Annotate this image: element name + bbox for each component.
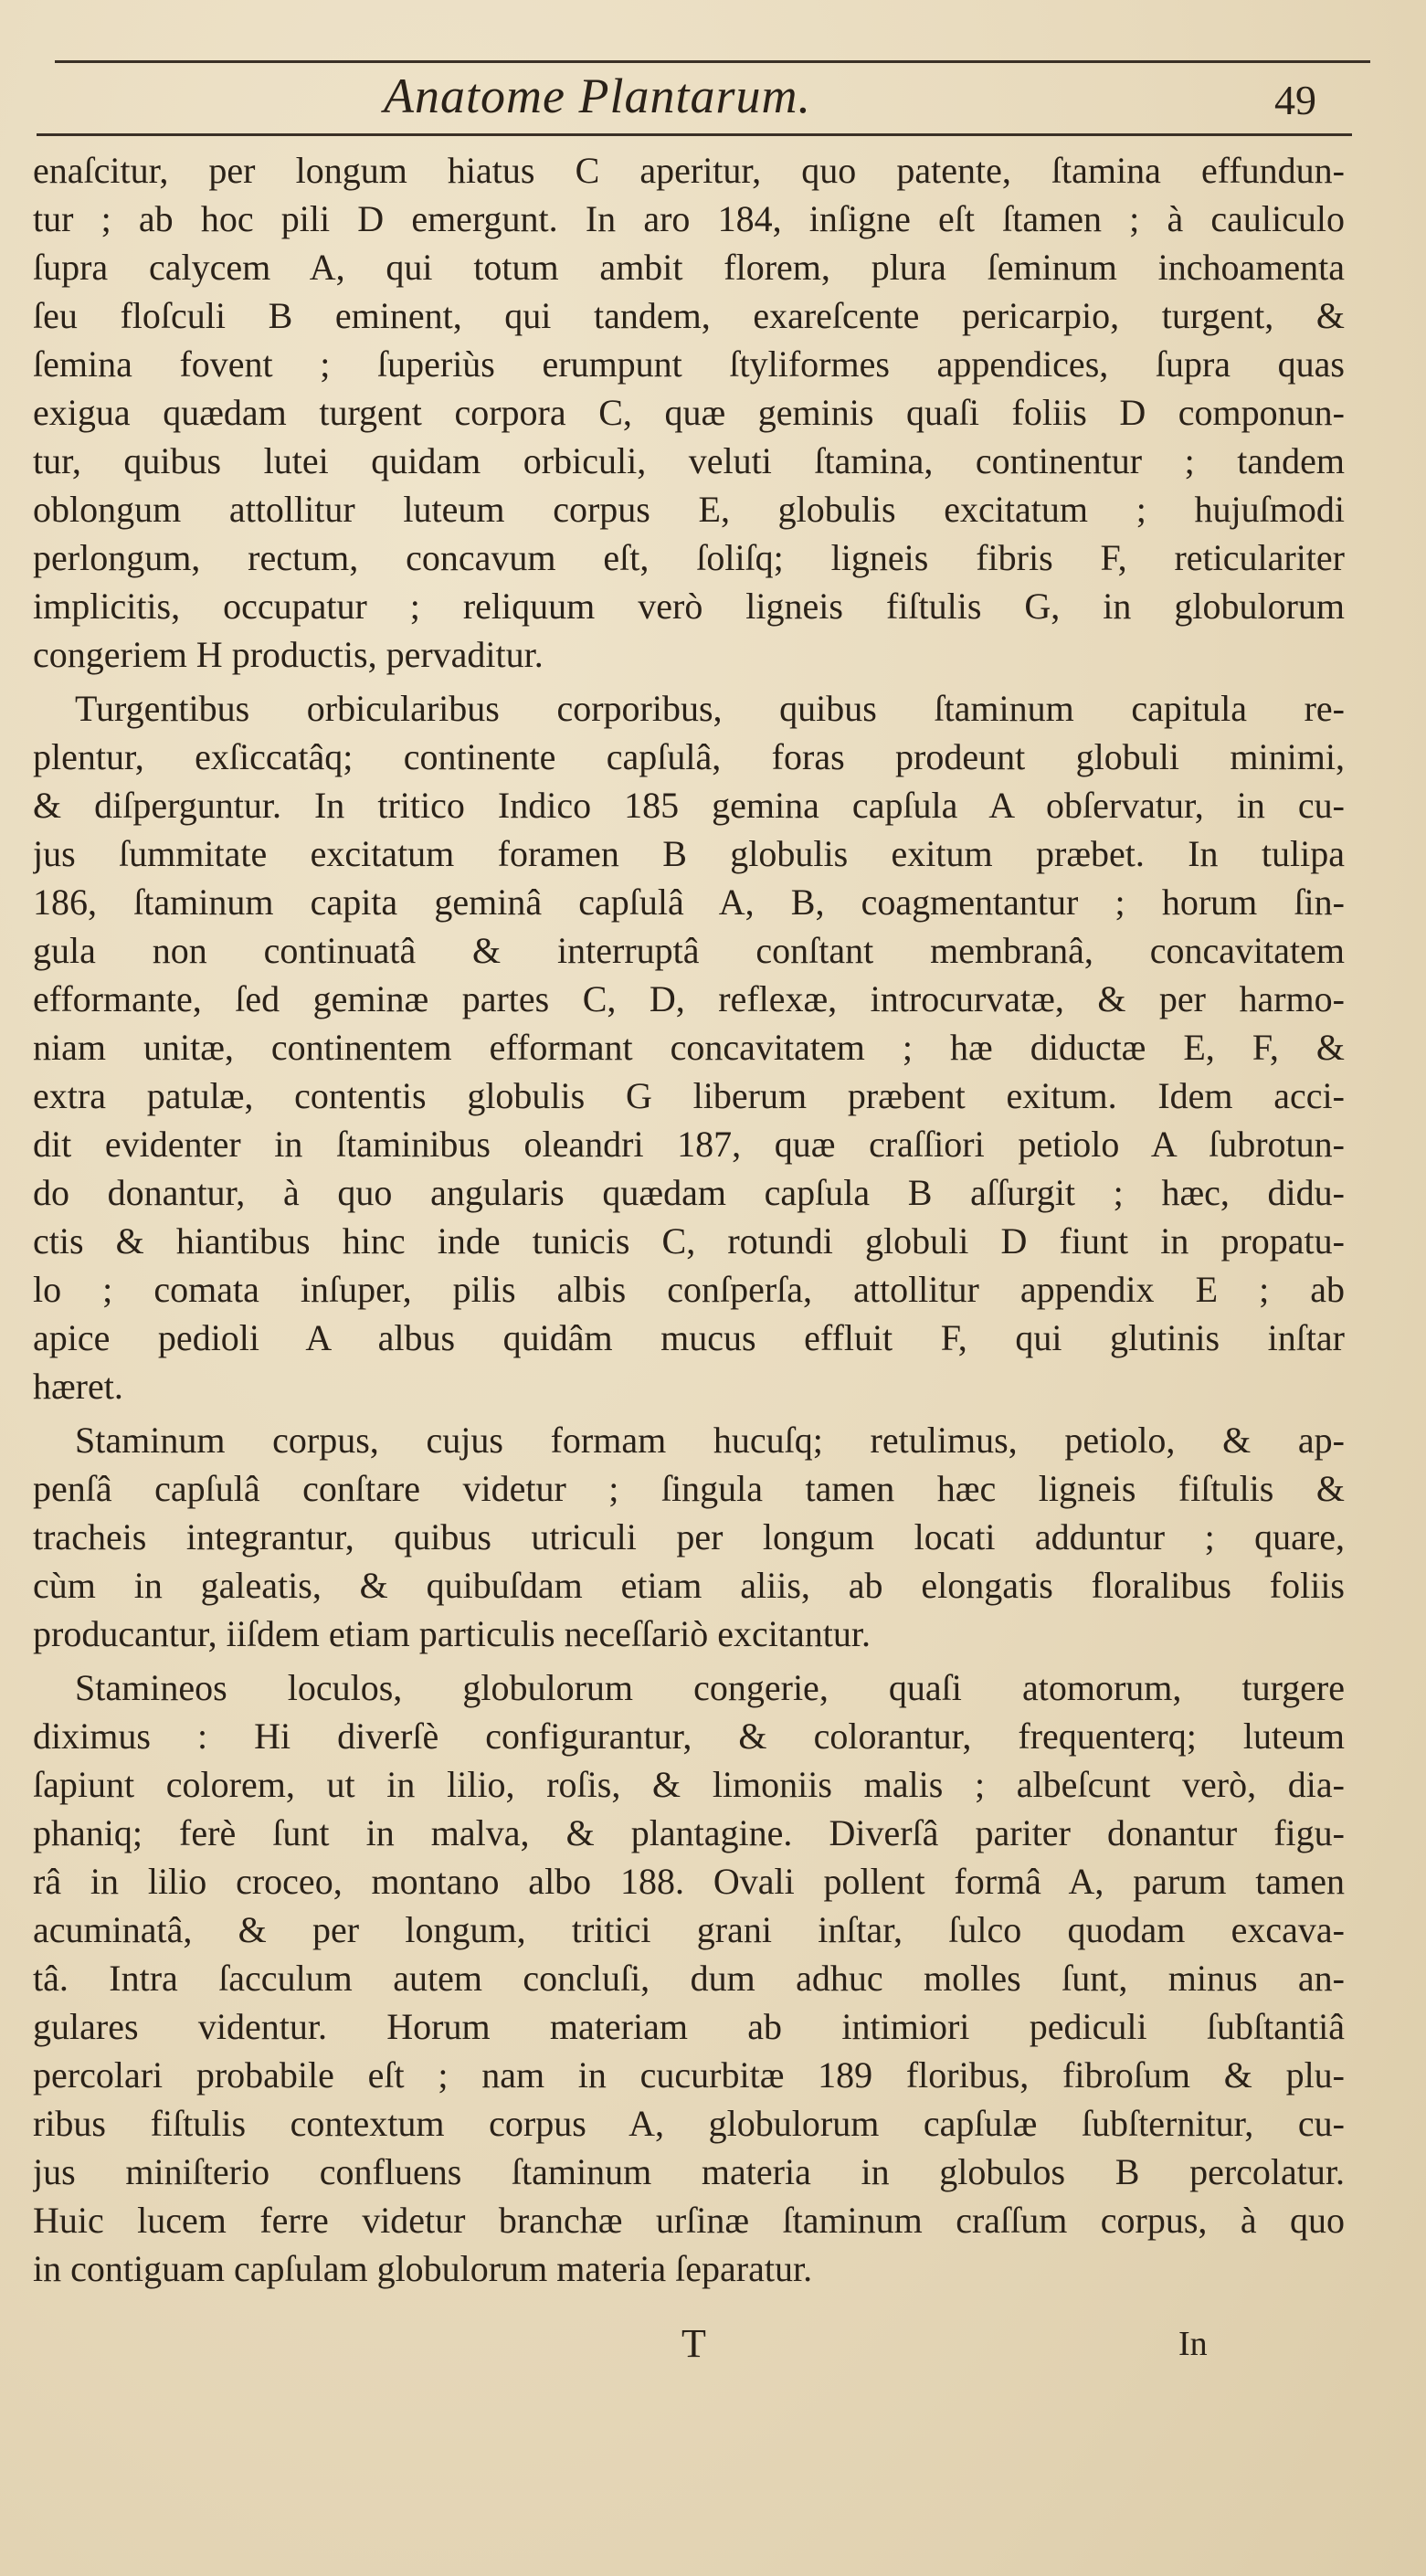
page-number: 49	[1274, 77, 1316, 123]
text-line: ſeu floſculi B eminent, qui tandem, exareſcente pericarpio, turgent, &	[33, 295, 1345, 336]
text-line: tâ. Intra ſacculum autem concluſi, dum adhuc molles ſunt, minus an-	[33, 1958, 1345, 1999]
text-line: niam unitæ, continentem efformant concavitatem ; hæ diductæ E, F, &	[33, 1027, 1345, 1068]
text-line: plentur, exſiccatâq; continente capſulâ, foras prodeunt globuli minimi,	[33, 736, 1345, 777]
paragraph	[33, 1663, 1345, 2293]
text-line: ſupra calycem A, qui totum ambit florem, plura ſeminum inchoamenta	[33, 247, 1345, 288]
text-line: implicitis, occupatur ; reliquum verò ligneis fiſtulis G, in globulorum	[33, 586, 1345, 627]
text-line: & diſperguntur. In tritico Indico 185 gemina capſula A obſervatur, in cu-	[33, 785, 1345, 826]
paragraph	[33, 1416, 1345, 1658]
text-line: acuminatâ, & per longum, tritici grani inſtar, ſulco quodam excava-	[33, 1909, 1345, 1950]
text-line: ſemina fovent ; ſuperiùs erumpunt ſtyliformes appendices, ſupra quas	[33, 343, 1345, 385]
text-line: lo ; comata inſuper, pilis albis conſperſa, attollitur appendix E ; ab	[33, 1269, 1345, 1310]
text-line: congeriem H productis, pervaditur.	[33, 634, 544, 675]
text-line: jus ſummitate excitatum foramen B globulis exitum præbet. In tulipa	[33, 833, 1345, 874]
text-line: exigua quædam turgent corpora C, quæ geminis quaſi foliis D componun-	[33, 392, 1345, 433]
text-line: gula non continuatâ & interruptâ conſtant membranâ, concavitatem	[33, 930, 1345, 971]
text-line: perlongum, rectum, concavum eſt, ſoliſq; ligneis fibris F, reticulariter	[33, 537, 1345, 578]
text-line: dit evidenter in ſtaminibus oleandri 187, quæ craſſiori petiolo A ſubrotun-	[33, 1124, 1345, 1165]
text-line: tracheis integrantur, quibus utriculi per longum locati adduntur ; quare,	[33, 1516, 1345, 1557]
text-line: ſapiunt colorem, ut in lilio, roſis, & limoniis malis ; albeſcunt verò, dia-	[33, 1764, 1345, 1805]
text-line: gulares videntur. Horum materiam ab intimiori pediculi ſubſtantiâ	[33, 2006, 1345, 2047]
text-line: cùm in galeatis, & quibuſdam etiam aliis, ab elongatis floralibus foliis	[33, 1565, 1345, 1606]
text-line: in contiguam capſulam globulorum materia ſeparatur.	[33, 2248, 813, 2289]
paragraph	[33, 684, 1345, 1410]
text-line: producantur, iiſdem etiam particulis neceſſariò excitantur.	[33, 1613, 871, 1654]
text-line: Staminum corpus, cujus formam hucuſq; retulimus, petiolo, & ap-	[75, 1420, 1345, 1461]
text-line: enaſcitur, per longum hiatus C aperitur, quo patente, ſtamina effundun-	[33, 150, 1345, 191]
text-line: diximus : Hi diverſè configurantur, & colorantur, frequenterq; luteum	[33, 1716, 1345, 1757]
signature-mark: T	[681, 2321, 706, 2366]
text-line: apice pedioli A albus quidâm mucus effluit F, qui glutinis inſtar	[33, 1317, 1345, 1358]
text-line: ctis & hiantibus hinc inde tunicis C, rotundi globuli D fiunt in propatu-	[33, 1220, 1345, 1262]
paragraph	[33, 146, 1345, 679]
body-text	[33, 146, 1345, 2293]
text-line: hæret.	[33, 1366, 123, 1407]
text-line: Huic lucem ferre videtur branchæ urſinæ ſtaminum craſſum corpus, à quo	[33, 2200, 1345, 2241]
text-line: efformante, ſed geminæ partes C, D, reflexæ, introcurvatæ, & per harmo-	[33, 978, 1345, 1019]
text-line: Stamineos loculos, globulorum congerie, quaſi atomorum, turgere	[75, 1667, 1345, 1708]
header-rule	[37, 133, 1352, 136]
text-line: phaniq; ferè ſunt in malva, & plantagine. Diverſâ pariter donantur figu-	[33, 1812, 1345, 1853]
text-line: jus miniſterio confluens ſtaminum materia in globulos B percolatur.	[33, 2151, 1345, 2192]
text-line: penſâ capſulâ conſtare videtur ; ſingula tamen hæc ligneis fiſtulis &	[33, 1468, 1345, 1509]
text-line: oblongum attollitur luteum corpus E, globulis excitatum ; hujuſmodi	[33, 489, 1345, 530]
text-line: extra patulæ, contentis globulis G liberum præbent exitum. Idem acci-	[33, 1075, 1345, 1116]
text-line: percolari probabile eſt ; nam in cucurbitæ 189 floribus, fibroſum & plu-	[33, 2054, 1345, 2096]
text-line: Turgentibus orbicularibus corporibus, quibus ſtaminum capitula re-	[75, 688, 1345, 729]
running-head-title: Anatome Plantarum.	[384, 69, 811, 123]
text-line: ribus fiſtulis contextum corpus A, globulorum capſulæ ſubſternitur, cu-	[33, 2103, 1345, 2144]
text-line: râ in lilio croceo, montano albo 188. Ovali pollent formâ A, parum tamen	[33, 1861, 1345, 1902]
top-rule	[55, 60, 1370, 63]
text-line: tur ; ab hoc pili D emergunt. In aro 184, inſigne eſt ſtamen ; à cauliculo	[33, 198, 1345, 239]
text-line: tur, quibus lutei quidam orbiculi, veluti ſtamina, continentur ; tandem	[33, 440, 1345, 481]
text-line: do donantur, à quo angularis quædam capſula B aſſurgit ; hæc, didu-	[33, 1172, 1345, 1213]
text-line: 186, ſtaminum capita geminâ capſulâ A, B, coagmentantur ; horum ſin-	[33, 882, 1345, 923]
catchword: In	[1178, 2325, 1208, 2363]
